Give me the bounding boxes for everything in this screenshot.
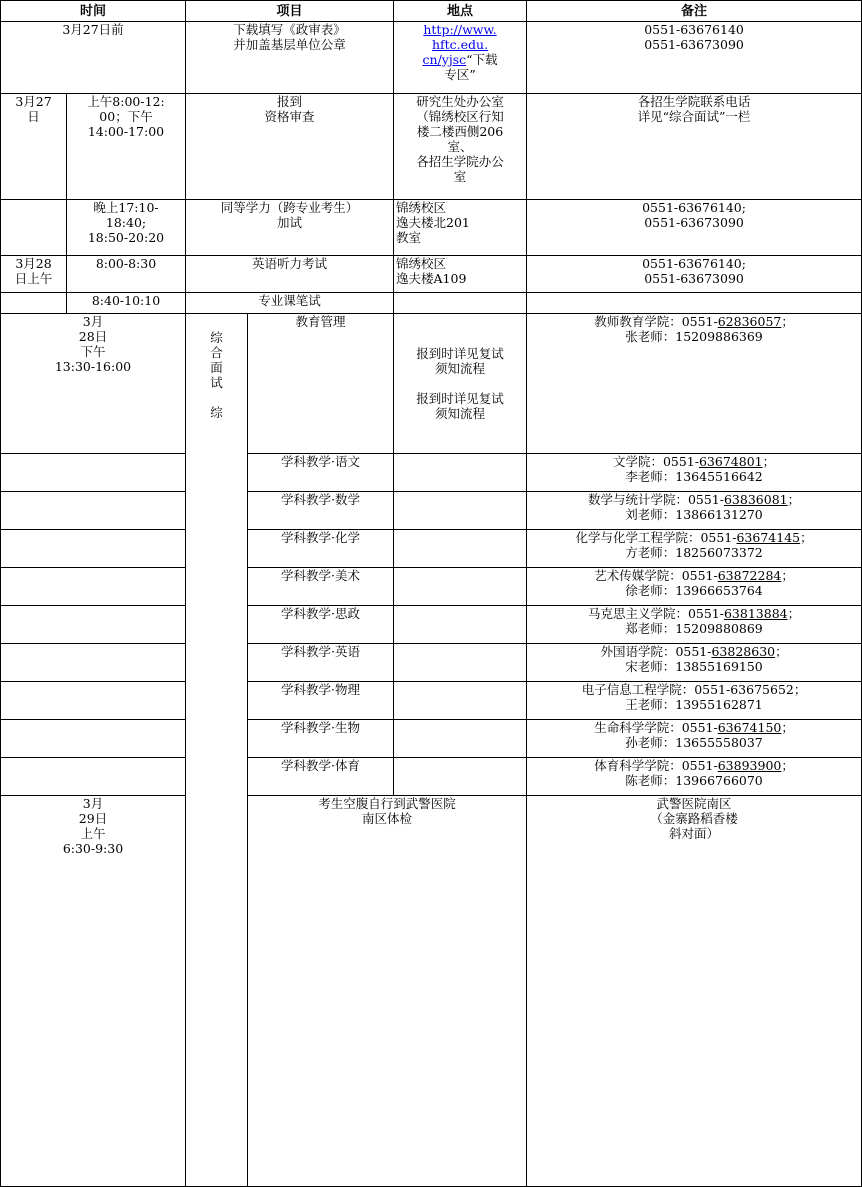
note-cell: 体育科学学院：0551-63893900； 陈老师：13966766070 [527,758,862,796]
time-cell: 8:40-10:10 [67,293,186,314]
item-cell: 报到 资格审查 [186,94,394,200]
table-row [1,530,862,568]
note-cell: 0551-63676140 0551-63673090 [527,22,862,94]
subject-cell: 学科教学·思政 [248,606,394,644]
download-area-label: “下载 专区” [444,52,498,82]
phone-number: 62836057 [717,314,782,329]
time-cell [1,492,186,530]
time-cell: 上午8:00-12: 00；下午 14:00-17:00 [67,94,186,200]
location-cell: 研究生处办公室 （锦绣校区行知 楼二楼西侧206 室、 各招生学院办公 室 [394,94,527,200]
note-cell: 艺术传媒学院：0551-63872284； 徐老师：13966653764 [527,568,862,606]
table-row [1,758,862,796]
subject-cell: 学科教学·体育 [248,758,394,796]
phone-number: 63674150 [717,720,782,735]
note-cell: 生命科学学院：0551-63674150； 孙老师：13655558037 [527,720,862,758]
location-cell [394,314,527,454]
note-cell: 0551-63676140; 0551-63673090 [527,200,862,256]
note-cell: 各招生学院联系电话 详见“综合面试”一栏 [527,94,862,200]
time-cell: 8:00-8:30 [67,256,186,293]
table-row [1,606,862,644]
table-row [1,314,862,454]
time-cell: 3月27日前 [1,22,186,94]
phone-number: 63674145 [736,530,801,545]
location-cell: 锦绣校区 逸夫楼A109 [394,256,527,293]
note-cell: 0551-63676140; 0551-63673090 [527,256,862,293]
table-row [1,454,862,492]
subject-cell: 学科教学·英语 [248,644,394,682]
header-location: 地点 [394,1,527,22]
table-row [1,94,862,200]
phone-number: 63872284 [717,568,782,583]
subject-cell: 教育管理 [248,314,394,454]
subject-cell: 学科教学·生物 [248,720,394,758]
location-cell [394,758,527,796]
time-cell [1,720,186,758]
item-cell: 同等学力（跨专业考生） 加试 [186,200,394,256]
item-cell: 考生空腹自行到武警医院 南区体检 [248,796,527,1187]
note-cell: 化学与化学工程学院：0551-63674145； 方老师：18256073372 [527,530,862,568]
time-cell [1,682,186,720]
date-cell [1,293,67,314]
table-row [1,22,862,94]
header-item: 项目 [186,1,394,22]
download-link[interactable]: http://www. hftc.edu. cn/yjsc [422,22,497,67]
date-cell: 3月27 日 [1,94,67,200]
item-cell: 下载填写《政审表》 并加盖基层单位公章 [186,22,394,94]
note-cell: 数学与统计学院：0551-63836081； 刘老师：13866131270 [527,492,862,530]
table-row [1,796,862,1187]
subject-cell: 学科教学·化学 [248,530,394,568]
location-note: 报到时详见复试 须知流程 [416,346,504,376]
time-cell [1,454,186,492]
note-cell [527,293,862,314]
location-cell [394,720,527,758]
subject-cell: 学科教学·物理 [248,682,394,720]
phone-number: 63893900 [717,758,782,773]
table-row [1,200,862,256]
item-cell: 专业课笔试 [186,293,394,314]
date-cell: 3月28 日上午 [1,256,67,293]
subject-cell: 学科教学·数学 [248,492,394,530]
table-row [1,256,862,293]
table-row [1,293,862,314]
table-row [1,682,862,720]
time-cell [1,758,186,796]
note-cell: 电子信息工程学院：0551-63675652； 王老师：13955162871 [527,682,862,720]
location-cell: 武警医院南区 （金寨路稻香楼 斜对面） [527,796,862,1187]
time-cell [1,530,186,568]
location-cell: 锦绣校区 逸夫楼北201 教室 [394,200,527,256]
subject-cell: 学科教学·语文 [248,454,394,492]
time-cell: 3月 29日 上午 6:30-9:30 [1,796,186,1187]
interview-label: 综 合 面 试 综 [186,314,248,1187]
item-cell: 英语听力考试 [186,256,394,293]
location-cell [394,22,527,94]
phone-number: 63836081 [723,492,788,507]
location-cell [394,454,527,492]
location-note: 报到时详见复试 须知流程 [416,391,504,421]
time-cell: 晚上17:10- 18:40; 18:50-20:20 [67,200,186,256]
header-time: 时间 [1,1,186,22]
note-cell: 教师教育学院：0551-62836057； 张老师：15209886369 [527,314,862,454]
location-cell [394,492,527,530]
note-cell: 外国语学院：0551-63828630； 宋老师：13855169150 [527,644,862,682]
time-cell [1,568,186,606]
header-note: 备注 [527,1,862,22]
header-row [1,1,862,22]
note-cell: 文学院：0551-63674801； 李老师：13645516642 [527,454,862,492]
location-cell [394,606,527,644]
subject-cell: 学科教学·美术 [248,568,394,606]
phone-number: 63828630 [711,644,776,659]
time-cell: 3月 28日 下午 13:30-16:00 [1,314,186,454]
phone-number: 63674801 [698,454,763,469]
time-cell [1,644,186,682]
table-row [1,644,862,682]
location-cell [394,530,527,568]
time-cell [1,606,186,644]
table-row [1,720,862,758]
note-cell: 马克思主义学院：0551-63813884； 郑老师：15209880869 [527,606,862,644]
table-row [1,492,862,530]
location-cell [394,568,527,606]
date-cell [1,200,67,256]
location-cell [394,644,527,682]
table-row [1,568,862,606]
phone-number: 63813884 [723,606,788,621]
location-cell [394,682,527,720]
location-cell [394,293,527,314]
